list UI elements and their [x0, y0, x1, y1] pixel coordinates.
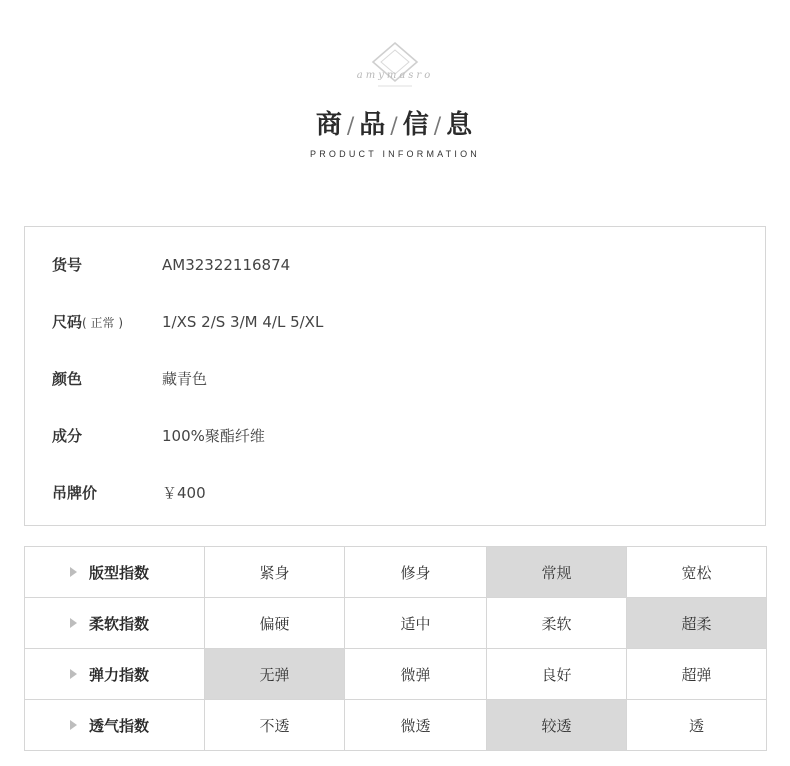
title-char: 商: [315, 110, 344, 140]
brand-logo-text: amymasro: [356, 70, 434, 81]
diamond-logo-icon: [345, 40, 445, 96]
triangle-right-icon: [70, 669, 77, 679]
row-header: [25, 649, 205, 700]
index-option: 微透: [345, 700, 487, 751]
index-option: 超弹: [627, 649, 767, 700]
info-label-note: ( 正常 ): [82, 316, 124, 330]
fit-index-table: [24, 546, 767, 751]
title-char: 品: [359, 110, 388, 140]
info-value: AM32322116874: [162, 256, 291, 274]
index-option: 微弹: [345, 649, 487, 700]
row-header-label: 弹力指数: [89, 665, 150, 684]
product-info-box: [24, 226, 766, 526]
title-separator: /: [433, 114, 444, 139]
table-row: [25, 700, 767, 751]
page-header: [0, 0, 790, 200]
row-header: [25, 700, 205, 751]
table-row: [25, 649, 767, 700]
index-option-selected: 无弹: [205, 649, 345, 700]
info-label: 颜色: [52, 370, 83, 388]
info-label: 吊牌价: [52, 484, 98, 502]
info-value: ￥400: [162, 484, 206, 502]
row-header: [25, 598, 205, 649]
info-value: 100%聚酯纤维: [162, 427, 265, 445]
title-char: 信: [402, 110, 431, 140]
triangle-right-icon: [70, 720, 77, 730]
info-label-text: 尺码: [52, 313, 83, 331]
triangle-right-icon: [70, 618, 77, 628]
table-row: [25, 598, 767, 649]
index-option-selected: 超柔: [627, 598, 767, 649]
info-label: 成分: [52, 427, 83, 445]
index-option: 不透: [205, 700, 345, 751]
title-char: 息: [446, 110, 475, 140]
row-header: [25, 547, 205, 598]
table-row: [25, 547, 767, 598]
info-label: 货号: [52, 256, 83, 274]
row-header-label: 柔软指数: [89, 614, 150, 633]
index-option: 紧身: [205, 547, 345, 598]
index-option: 宽松: [627, 547, 767, 598]
info-value: 藏青色: [162, 370, 208, 388]
page-title: [0, 104, 790, 141]
index-option: 透: [627, 700, 767, 751]
page-subtitle: PRODUCT INFORMATION: [310, 149, 480, 159]
index-option-selected: 较透: [487, 700, 627, 751]
index-option: 修身: [345, 547, 487, 598]
index-option-selected: 常规: [487, 547, 627, 598]
brand-logo: [345, 40, 445, 96]
row-header-label: 透气指数: [89, 716, 150, 735]
triangle-right-icon: [70, 567, 77, 577]
index-option: 良好: [487, 649, 627, 700]
index-option: 适中: [345, 598, 487, 649]
index-option: 柔软: [487, 598, 627, 649]
info-value: 1/XS 2/S 3/M 4/L 5/XL: [162, 313, 324, 331]
index-option: 偏硬: [205, 598, 345, 649]
row-header-label: 版型指数: [89, 563, 150, 582]
info-label: [52, 310, 162, 335]
title-separator: /: [346, 114, 357, 139]
title-separator: /: [390, 114, 400, 139]
